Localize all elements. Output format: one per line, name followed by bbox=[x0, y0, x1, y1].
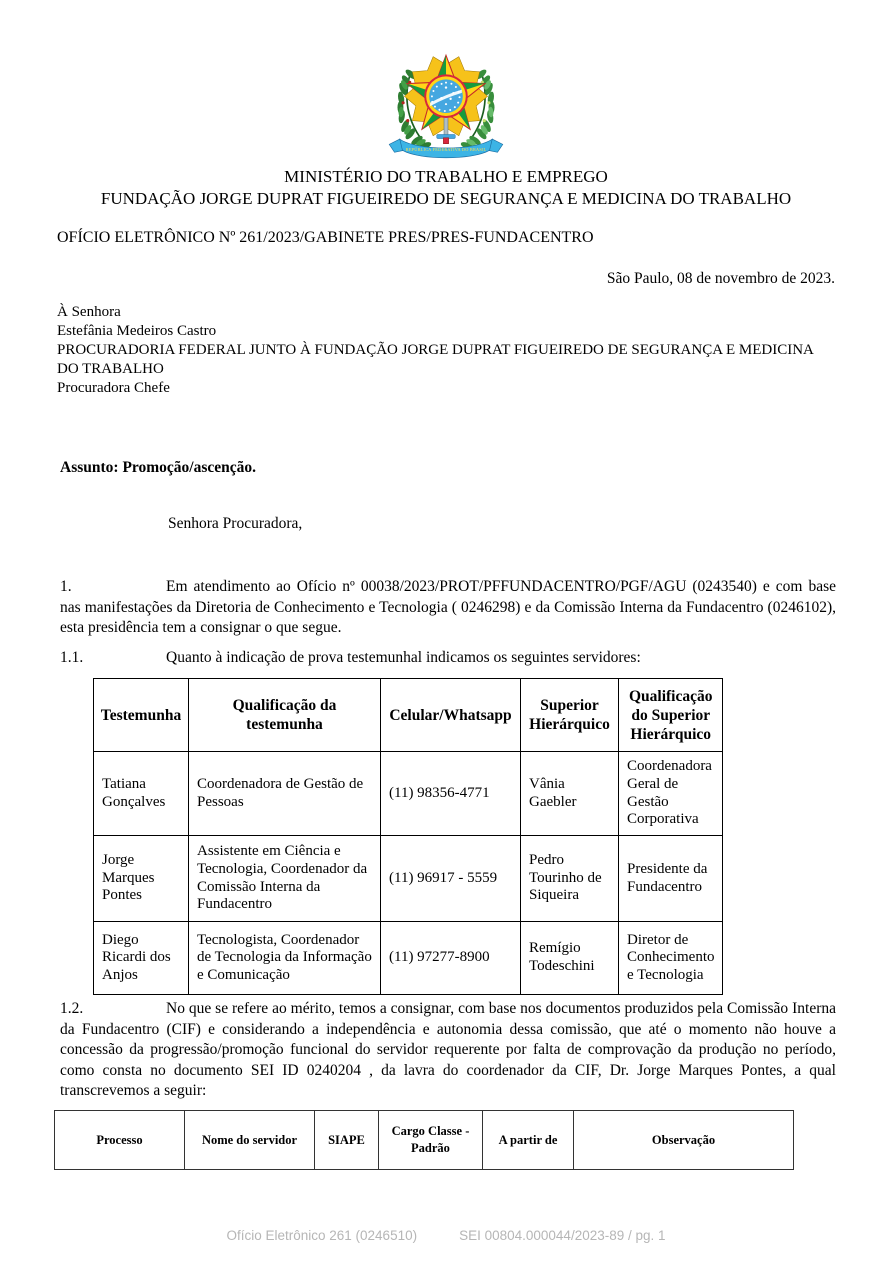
page-footer bbox=[0, 1228, 892, 1243]
greeting-line: Senhora Procuradora, bbox=[168, 515, 303, 532]
table-cell: Coordenadora de Gestão de Pessoas bbox=[189, 752, 381, 836]
table-cell: Pedro Tourinho de Siqueira bbox=[521, 836, 619, 922]
foundation-name: FUNDAÇÃO JORGE DUPRAT FIGUEIREDO DE SEGURANÇA E MEDICINA DO TRABALHO bbox=[100, 189, 792, 208]
table-header-cell: Observação bbox=[574, 1111, 794, 1170]
table-header-cell: A partir de bbox=[483, 1111, 574, 1170]
paragraph-1-2-number: 1.2. bbox=[60, 1000, 84, 1017]
table-header-cell: Superior Hierárquico bbox=[521, 679, 619, 752]
org-header bbox=[0, 166, 892, 210]
brazil-coat-of-arms-graphic bbox=[380, 40, 512, 159]
recipient-organization: PROCURADORIA FEDERAL JUNTO À FUNDAÇÃO JORGE DUPRAT FIGUEIREDO DE SEGURANÇA E MEDICINA DO TRABALHO bbox=[57, 342, 814, 377]
table-header-cell: Processo bbox=[55, 1111, 185, 1170]
paragraph-1-1-text: Quanto à indicação de prova testemunhal indicamos os seguintes servidores: bbox=[166, 649, 641, 666]
footer-sei-ref: SEI 00804.000044/2023-89 / pg. 1 bbox=[459, 1228, 666, 1243]
table-cell: Assistente em Ciência e Tecnologia, Coordenador da Comissão Interna da Fundacentro bbox=[189, 836, 381, 922]
witness-table-row bbox=[94, 752, 723, 836]
process-table bbox=[54, 1110, 794, 1170]
table-cell: Tecnologista, Coordenador de Tecnologia da Informação e Comunicação bbox=[189, 922, 381, 995]
dateline: São Paulo, 08 de novembro de 2023. bbox=[606, 270, 835, 287]
paragraph-1-1-number: 1.1. bbox=[60, 649, 84, 666]
table-header-cell: SIAPE bbox=[315, 1111, 379, 1170]
table-header-cell: Qualificação do Superior Hierárquico bbox=[619, 679, 723, 752]
table-header-cell: Qualificação da testemunha bbox=[189, 679, 381, 752]
paragraph-1 bbox=[60, 577, 836, 639]
document-number: OFÍCIO ELETRÔNICO Nº 261/2023/GABINETE PRES/PRES-FUNDACENTRO bbox=[57, 229, 594, 246]
subject-line: Assunto: Promoção/ascenção. bbox=[60, 459, 257, 476]
table-cell: Diego Ricardi dos Anjos bbox=[94, 922, 189, 995]
table-cell: Vânia Gaebler bbox=[521, 752, 619, 836]
paragraph-1-number: 1. bbox=[60, 578, 72, 595]
witness-table bbox=[93, 678, 723, 995]
table-header-cell: Nome do servidor bbox=[185, 1111, 315, 1170]
table-cell: Jorge Marques Pontes bbox=[94, 836, 189, 922]
table-cell: (11) 96917 - 5559 bbox=[381, 836, 521, 922]
brazil-coat-of-arms bbox=[380, 40, 512, 159]
table-cell: Tatiana Gonçalves bbox=[94, 752, 189, 836]
table-cell: Presidente da Fundacentro bbox=[619, 836, 723, 922]
emblem-ribbon-text: REPÚBLICA FEDERATIVA DO BRASIL bbox=[405, 146, 487, 152]
paragraph-1-2-text: No que se refere ao mérito, temos a consignar, com base nos documentos produzidos pela Comissão Interna da Fundacentro (CIF) e considerando a independência e autonomia dessa comissão, que até o momento não houve a concessão da progressão/promoção funcional do servidor requerente por falta de comprovação da produção no período, como consta no documento SEI ID 0240204 , da lavra do coordenador da CIF, Dr. Jorge Marques Pontes, a qual transcrevemos a seguir: bbox=[60, 1000, 836, 1100]
witness-table-header-row bbox=[94, 679, 723, 752]
paragraph-1-1 bbox=[60, 648, 836, 669]
table-cell: (11) 97277-8900 bbox=[381, 922, 521, 995]
recipient-salutation: À Senhora bbox=[57, 304, 121, 320]
recipient-block bbox=[57, 303, 837, 398]
witness-table-row bbox=[94, 836, 723, 922]
process-table-header-row bbox=[55, 1111, 794, 1170]
ministry-name: MINISTÉRIO DO TRABALHO E EMPREGO bbox=[284, 167, 608, 186]
recipient-name: Estefânia Medeiros Castro bbox=[57, 323, 217, 339]
table-cell: Remígio Todeschini bbox=[521, 922, 619, 995]
table-header-cell: Testemunha bbox=[94, 679, 189, 752]
footer-document-ref: Ofício Eletrônico 261 (0246510) bbox=[226, 1228, 418, 1243]
paragraph-1-text: Em atendimento ao Ofício nº 00038/2023/PROT/PFFUNDACENTRO/PGF/AGU (0243540) e com base nas manifestações da Diretoria de Conhecimento e Tecnologia ( 0246298) e da Comissão Interna da Fundacentro (0246102), esta presidência tem a consignar o que segue. bbox=[60, 578, 836, 637]
witness-table-row bbox=[94, 922, 723, 995]
table-header-cell: Celular/Whatsapp bbox=[381, 679, 521, 752]
table-header-cell: Cargo Classe - Padrão bbox=[379, 1111, 483, 1170]
recipient-role: Procuradora Chefe bbox=[57, 380, 170, 396]
table-cell: Coordenadora Geral de Gestão Corporativa bbox=[619, 752, 723, 836]
table-cell: Diretor de Conhecimento e Tecnologia bbox=[619, 922, 723, 995]
paragraph-1-2 bbox=[60, 999, 836, 1102]
table-cell: (11) 98356-4771 bbox=[381, 752, 521, 836]
